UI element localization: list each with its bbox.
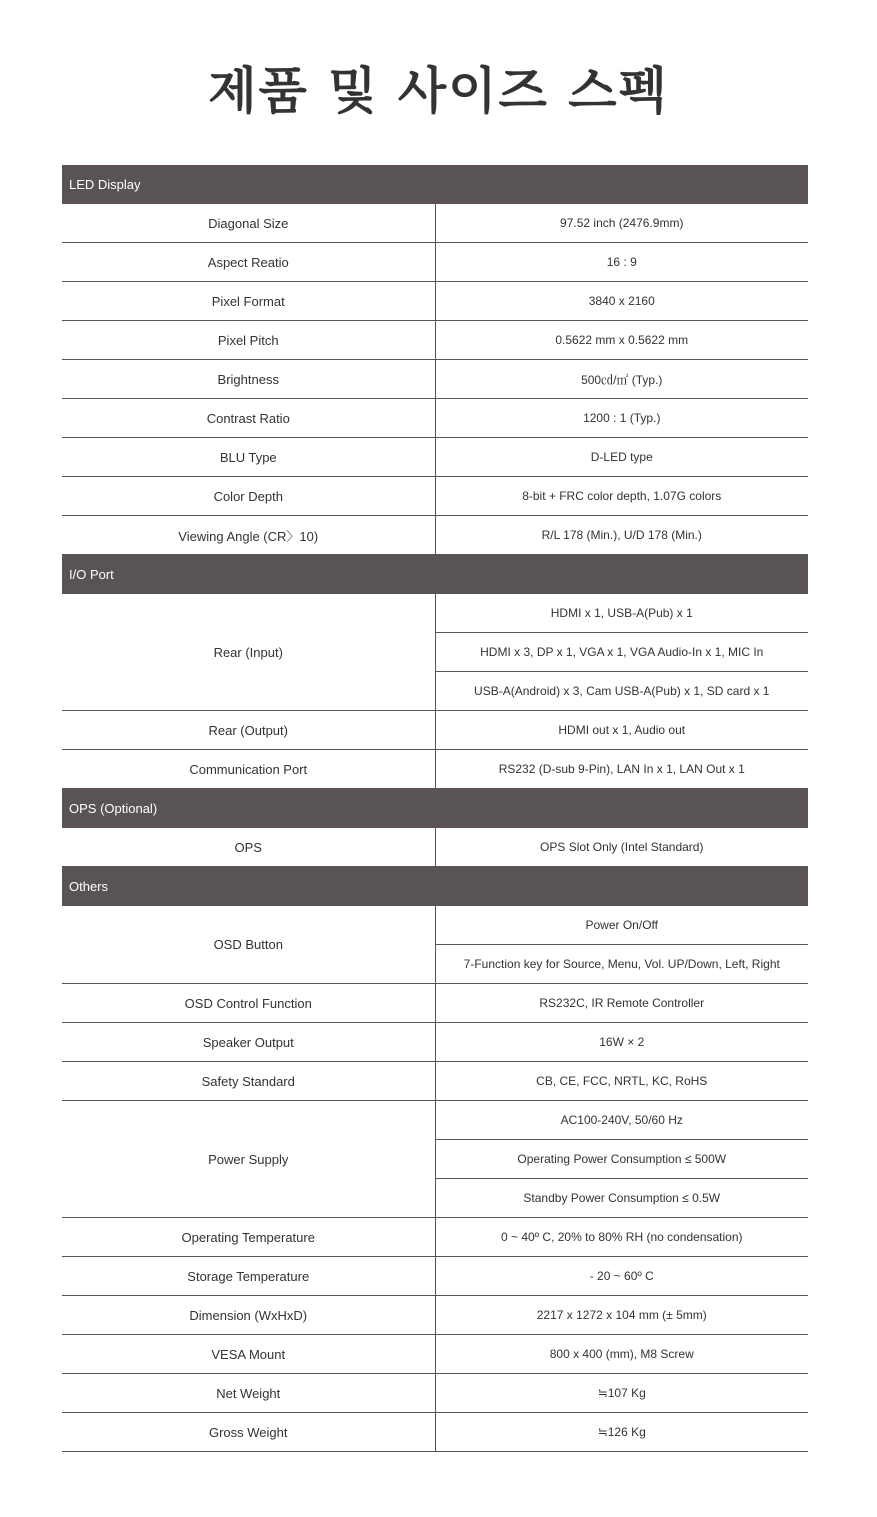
table-row — [62, 282, 808, 321]
spec-value: 500㏅/㎡ (Typ.) — [435, 360, 808, 399]
spec-value: Operating Power Consumption ≤ 500W — [435, 1140, 808, 1179]
spec-value: ≒107 Kg — [435, 1374, 808, 1413]
spec-value: Standby Power Consumption ≤ 0.5W — [435, 1179, 808, 1218]
section-header-row — [62, 555, 808, 594]
spec-value: HDMI out x 1, Audio out — [435, 711, 808, 750]
spec-value: ≒126 Kg — [435, 1413, 808, 1452]
spec-label: Rear (Output) — [62, 711, 435, 750]
spec-label: Storage Temperature — [62, 1257, 435, 1296]
spec-table — [62, 165, 808, 1452]
spec-value: 97.52 inch (2476.9mm) — [435, 204, 808, 243]
spec-label: OSD Button — [62, 906, 435, 984]
spec-label: Gross Weight — [62, 1413, 435, 1452]
table-row — [62, 828, 808, 867]
spec-value: 0.5622 mm x 0.5622 mm — [435, 321, 808, 360]
spec-label: Aspect Reatio — [62, 243, 435, 282]
spec-value: 800 x 400 (mm), M8 Screw — [435, 1335, 808, 1374]
spec-value: CB, CE, FCC, NRTL, KC, RoHS — [435, 1062, 808, 1101]
spec-value: HDMI x 1, USB-A(Pub) x 1 — [435, 594, 808, 633]
table-row — [62, 1257, 808, 1296]
table-row — [62, 1296, 808, 1335]
spec-value: 1200 : 1 (Typ.) — [435, 399, 808, 438]
spec-label: BLU Type — [62, 438, 435, 477]
spec-label: Safety Standard — [62, 1062, 435, 1101]
spec-value: OPS Slot Only (Intel Standard) — [435, 828, 808, 867]
table-row — [62, 750, 808, 789]
spec-label: Color Depth — [62, 477, 435, 516]
spec-value: USB-A(Android) x 3, Cam USB-A(Pub) x 1, SD card x 1 — [435, 672, 808, 711]
spec-label: Speaker Output — [62, 1023, 435, 1062]
spec-label: Diagonal Size — [62, 204, 435, 243]
table-row — [62, 1218, 808, 1257]
spec-value: Power On/Off — [435, 906, 808, 945]
page-title: 제품 및 사이즈 스펙 — [208, 62, 669, 120]
spec-label: Rear (Input) — [62, 594, 435, 711]
table-row — [62, 516, 808, 555]
section-header: Others — [62, 867, 808, 906]
table-row — [62, 711, 808, 750]
spec-value: 3840 x 2160 — [435, 282, 808, 321]
spec-value: 16W × 2 — [435, 1023, 808, 1062]
spec-value: 7-Function key for Source, Menu, Vol. UP/Down, Left, Right — [435, 945, 808, 984]
table-row — [62, 984, 808, 1023]
table-row — [62, 321, 808, 360]
spec-label: OPS — [62, 828, 435, 867]
table-row — [62, 1374, 808, 1413]
spec-label: Contrast Ratio — [62, 399, 435, 438]
spec-label: Communication Port — [62, 750, 435, 789]
table-row — [62, 906, 808, 945]
section-header-row — [62, 165, 808, 204]
table-row — [62, 1023, 808, 1062]
section-header-row — [62, 867, 808, 906]
spec-label: Pixel Pitch — [62, 321, 435, 360]
table-row — [62, 594, 808, 633]
spec-label: Brightness — [62, 360, 435, 399]
spec-label: Net Weight — [62, 1374, 435, 1413]
spec-value: 2217 x 1272 x 104 mm (± 5mm) — [435, 1296, 808, 1335]
table-row — [62, 1101, 808, 1140]
table-row — [62, 477, 808, 516]
section-header: LED Display — [62, 165, 808, 204]
table-row — [62, 399, 808, 438]
table-row — [62, 204, 808, 243]
spec-label: Dimension (WxHxD) — [62, 1296, 435, 1335]
spec-value: D-LED type — [435, 438, 808, 477]
table-row — [62, 1413, 808, 1452]
spec-value: 16 : 9 — [435, 243, 808, 282]
table-row — [62, 1335, 808, 1374]
spec-value: - 20 ~ 60º C — [435, 1257, 808, 1296]
table-row — [62, 438, 808, 477]
spec-label: Operating Temperature — [62, 1218, 435, 1257]
spec-value: 8-bit + FRC color depth, 1.07G colors — [435, 477, 808, 516]
section-header-row — [62, 789, 808, 828]
spec-label: Pixel Format — [62, 282, 435, 321]
spec-label: Power Supply — [62, 1101, 435, 1218]
table-row — [62, 243, 808, 282]
spec-label: VESA Mount — [62, 1335, 435, 1374]
section-header: I/O Port — [62, 555, 808, 594]
spec-label: Viewing Angle (CR〉10) — [62, 516, 435, 555]
spec-value: AC100-240V, 50/60 Hz — [435, 1101, 808, 1140]
table-row — [62, 360, 808, 399]
table-row — [62, 1062, 808, 1101]
spec-value: RS232 (D-sub 9-Pin), LAN In x 1, LAN Out x 1 — [435, 750, 808, 789]
spec-value: R/L 178 (Min.), U/D 178 (Min.) — [435, 516, 808, 555]
spec-value: RS232C, IR Remote Controller — [435, 984, 808, 1023]
spec-value: HDMI x 3, DP x 1, VGA x 1, VGA Audio-In x 1, MIC In — [435, 633, 808, 672]
spec-label: OSD Control Function — [62, 984, 435, 1023]
section-header: OPS (Optional) — [62, 789, 808, 828]
spec-value: 0 ~ 40º C, 20% to 80% RH (no condensation) — [435, 1218, 808, 1257]
